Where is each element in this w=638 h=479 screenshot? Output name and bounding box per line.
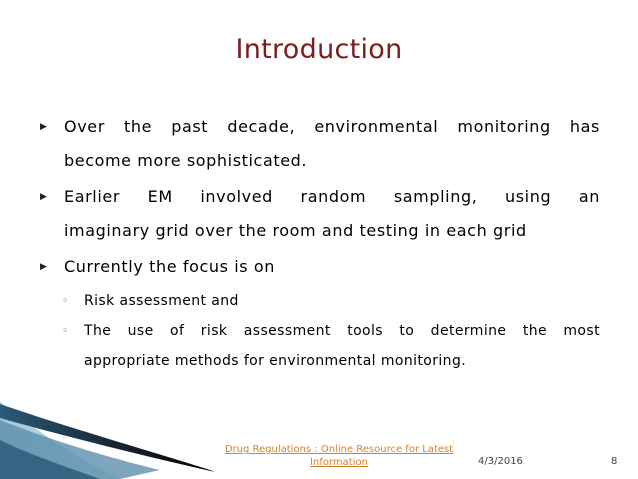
bullet-arrow-icon: ▶	[40, 122, 48, 132]
slide-body	[40, 110, 600, 376]
slide-title: Introduction	[235, 34, 403, 65]
bullet-line: Over the past decade, environmental monitoring has	[64, 117, 600, 136]
footer-source-link[interactable]: Drug Regulations : Online Resource for Latest Information	[224, 444, 454, 468]
footer-page-number: 8	[611, 456, 618, 467]
sub-bullet-line: Risk assessment and	[84, 293, 239, 309]
bullet-line: imaginary grid over the room and testing in each grid	[64, 221, 527, 240]
bullet-line: Currently the focus is on	[64, 257, 276, 276]
bullet-line: Earlier EM involved random sampling, using an	[64, 187, 600, 206]
sub-bullet-item	[40, 286, 600, 316]
sub-bullet-item	[40, 316, 600, 376]
bullet-item	[40, 110, 600, 178]
bullet-item	[40, 180, 600, 248]
sub-bullet-circle-icon: ◦	[62, 294, 69, 307]
bullet-item	[40, 250, 600, 284]
bullet-arrow-icon: ▶	[40, 192, 48, 202]
footer-date: 4/3/2016	[478, 456, 523, 467]
sub-bullet-circle-icon: ◦	[62, 324, 69, 337]
sub-bullet-line: The use of risk assessment tools to determine the most	[84, 323, 600, 339]
sub-bullet-line: appropriate methods for environmental monitoring.	[84, 353, 467, 369]
bullet-arrow-icon: ▶	[40, 262, 48, 272]
bullet-line: become more sophisticated.	[64, 151, 308, 170]
